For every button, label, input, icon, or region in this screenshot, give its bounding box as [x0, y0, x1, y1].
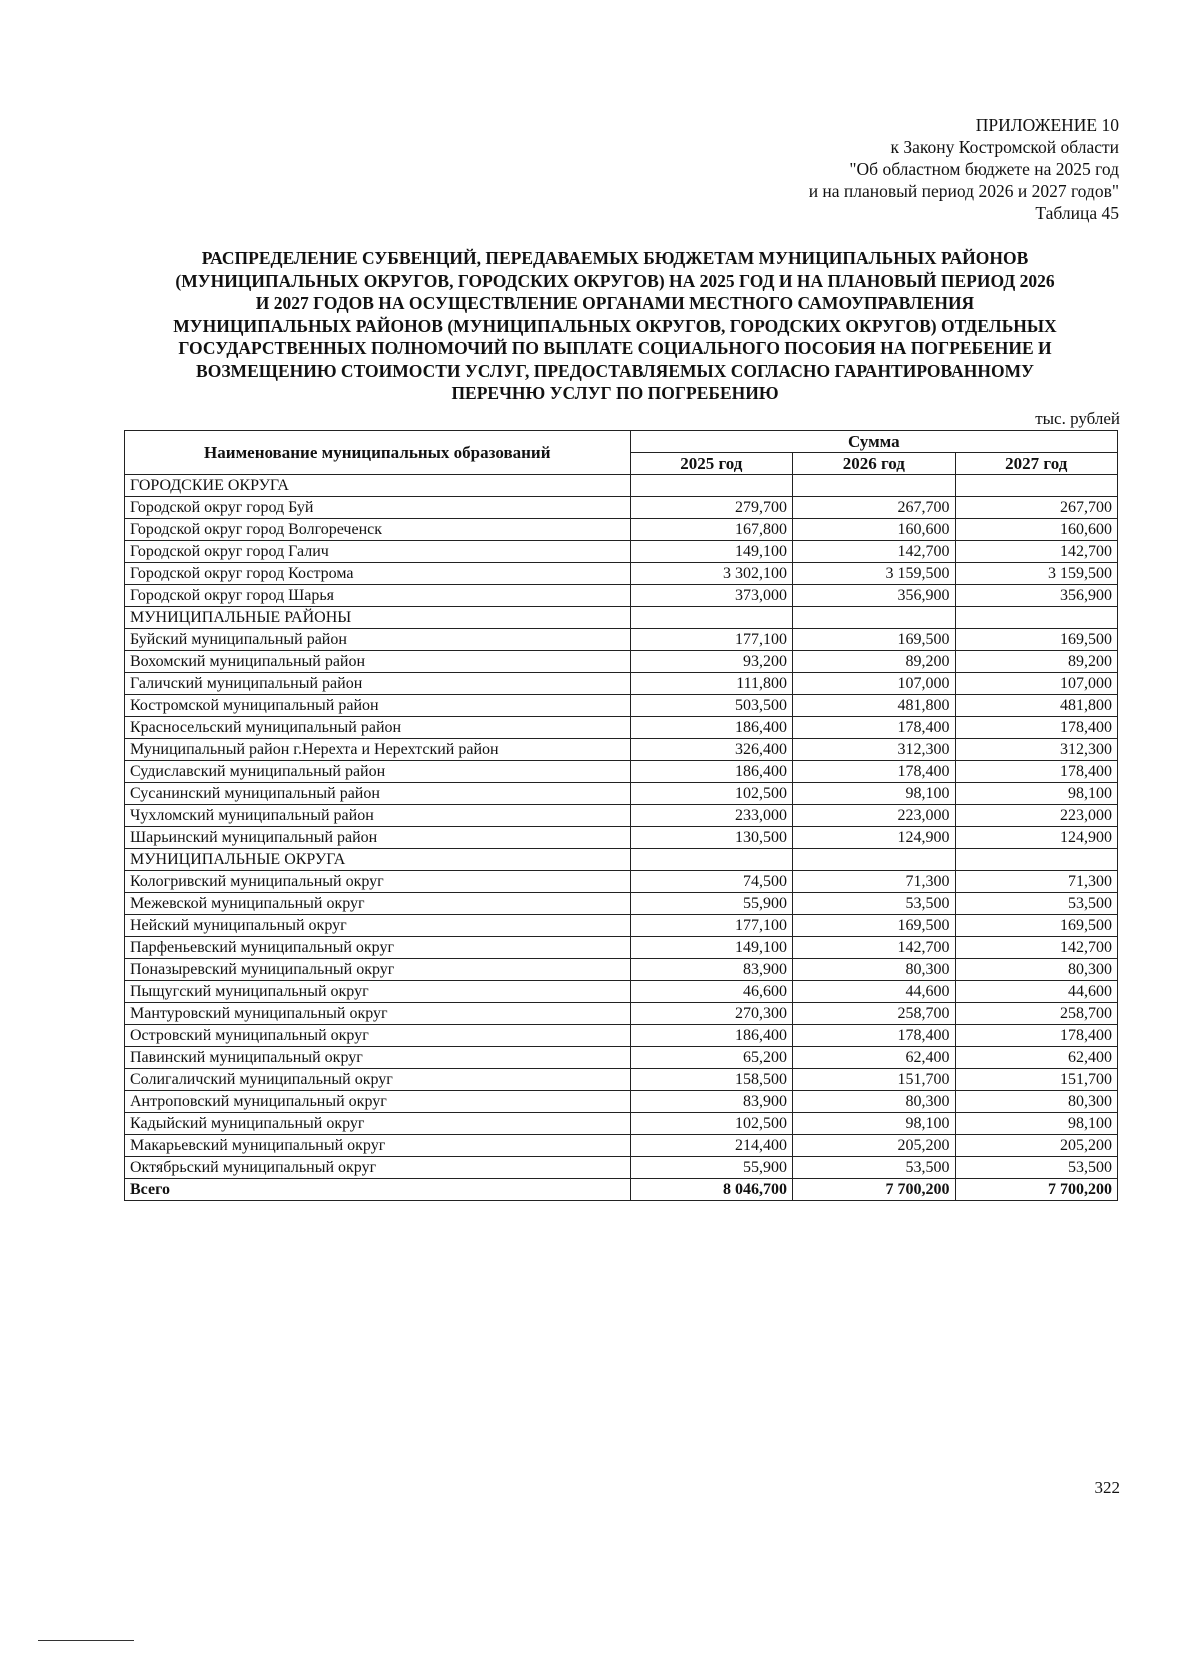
amount-2026: 178,400: [793, 1025, 955, 1047]
municipality-name: Муниципальный район г.Нерехта и Нерехтский район: [125, 739, 631, 761]
municipality-name: Островский муниципальный округ: [125, 1025, 631, 1047]
amount-2027: 356,900: [955, 585, 1117, 607]
amount-2025: 270,300: [630, 1003, 792, 1025]
amount-2027: 169,500: [955, 629, 1117, 651]
amount-2025: 177,100: [630, 915, 792, 937]
municipality-name: Красносельский муниципальный район: [125, 717, 631, 739]
municipality-name: Городской округ город Шарья: [125, 585, 631, 607]
table-row: [125, 717, 1118, 739]
total-amount-2026: 7 700,200: [793, 1179, 955, 1201]
amount-2026: 258,700: [793, 1003, 955, 1025]
municipality-name: Костромской муниципальный район: [125, 695, 631, 717]
amount-2025: 177,100: [630, 629, 792, 651]
amount-2027: 142,700: [955, 541, 1117, 563]
amount-2026: 356,900: [793, 585, 955, 607]
table-row: [125, 563, 1118, 585]
municipality-name: Октябрьский муниципальный округ: [125, 1157, 631, 1179]
table-row: [125, 1135, 1118, 1157]
amount-2027: 44,600: [955, 981, 1117, 1003]
amount-2026: 169,500: [793, 629, 955, 651]
amount-2026: 80,300: [793, 1091, 955, 1113]
table-row: [125, 1113, 1118, 1135]
municipality-name: Макарьевский муниципальный округ: [125, 1135, 631, 1157]
amount-2025: 93,200: [630, 651, 792, 673]
amount-2025: 326,400: [630, 739, 792, 761]
amount-2025: 149,100: [630, 541, 792, 563]
total-amount-2025: 8 046,700: [630, 1179, 792, 1201]
section-name: МУНИЦИПАЛЬНЫЕ РАЙОНЫ: [125, 607, 631, 629]
table-row: [125, 915, 1118, 937]
amount-2026: 107,000: [793, 673, 955, 695]
document-title: [120, 247, 1110, 405]
empty-cell: [955, 849, 1117, 871]
amount-2027: 71,300: [955, 871, 1117, 893]
table-row: [125, 585, 1118, 607]
title-line: РАСПРЕДЕЛЕНИЕ СУБВЕНЦИЙ, ПЕРЕДАВАЕМЫХ БЮДЖЕТАМ МУНИЦИПАЛЬНЫХ РАЙОНОВ: [201, 248, 1029, 268]
title-line: ПЕРЕЧНЮ УСЛУГ ПО ПОГРЕБЕНИЮ: [451, 383, 779, 403]
amount-2027: 142,700: [955, 937, 1117, 959]
amount-2025: 46,600: [630, 981, 792, 1003]
amount-2025: 186,400: [630, 717, 792, 739]
title-line: И 2027 ГОДОВ НА ОСУЩЕСТВЛЕНИЕ ОРГАНАМИ МЕСТНОГО САМОУПРАВЛЕНИЯ: [255, 293, 975, 313]
title-line: ГОСУДАРСТВЕННЫХ ПОЛНОМОЧИЙ ПО ВЫПЛАТЕ СОЦИАЛЬНОГО ПОСОБИЯ НА ПОГРЕБЕНИЕ И: [178, 338, 1052, 358]
section-row: [125, 607, 1118, 629]
amount-2027: 151,700: [955, 1069, 1117, 1091]
empty-cell: [955, 475, 1117, 497]
amount-2025: 167,800: [630, 519, 792, 541]
amount-2027: 205,200: [955, 1135, 1117, 1157]
table-row: [125, 805, 1118, 827]
table-row: [125, 893, 1118, 915]
empty-cell: [793, 475, 955, 497]
title-line: (МУНИЦИПАЛЬНЫХ ОКРУГОВ, ГОРОДСКИХ ОКРУГОВ) НА 2025 ГОД И НА ПЛАНОВЫЙ ПЕРИОД 2026: [175, 270, 1055, 291]
amount-2026: 44,600: [793, 981, 955, 1003]
table-row: [125, 1025, 1118, 1047]
table-row: [125, 871, 1118, 893]
table-row: [125, 1003, 1118, 1025]
amount-2025: 186,400: [630, 761, 792, 783]
amount-2027: 267,700: [955, 497, 1117, 519]
title-line: ВОЗМЕЩЕНИЮ СТОИМОСТИ УСЛУГ, ПРЕДОСТАВЛЯЕМЫХ СОГЛАСНО ГАРАНТИРОВАННОМУ: [196, 360, 1034, 381]
amount-2026: 98,100: [793, 783, 955, 805]
table-row: [125, 1047, 1118, 1069]
table-row: [125, 519, 1118, 541]
municipality-name: Городской округ город Волгореченск: [125, 519, 631, 541]
amount-2026: 89,200: [793, 651, 955, 673]
amount-2026: 71,300: [793, 871, 955, 893]
amount-2026: 169,500: [793, 915, 955, 937]
municipality-name: Парфеньевский муниципальный округ: [125, 937, 631, 959]
amount-2026: 481,800: [793, 695, 955, 717]
amount-2027: 258,700: [955, 1003, 1117, 1025]
municipality-name: Городской округ город Галич: [125, 541, 631, 563]
amount-2027: 89,200: [955, 651, 1117, 673]
amount-2025: 65,200: [630, 1047, 792, 1069]
table-row: [125, 959, 1118, 981]
table-row: [125, 1157, 1118, 1179]
table-row: [125, 629, 1118, 651]
table-row: [125, 1069, 1118, 1091]
section-row: [125, 475, 1118, 497]
amount-2025: 214,400: [630, 1135, 792, 1157]
table-row: [125, 1091, 1118, 1113]
table-row: [125, 981, 1118, 1003]
amount-2025: 233,000: [630, 805, 792, 827]
amount-2027: 80,300: [955, 959, 1117, 981]
units-label: тыс. рублей: [1035, 409, 1120, 428]
amount-2025: 83,900: [630, 1091, 792, 1113]
municipality-name: Вохомский муниципальный район: [125, 651, 631, 673]
table-row: [125, 695, 1118, 717]
amount-2026: 160,600: [793, 519, 955, 541]
amount-2027: 481,800: [955, 695, 1117, 717]
amount-2025: 55,900: [630, 893, 792, 915]
title-line: МУНИЦИПАЛЬНЫХ РАЙОНОВ (МУНИЦИПАЛЬНЫХ ОКРУГОВ, ГОРОДСКИХ ОКРУГОВ) ОТДЕЛЬНЫХ: [173, 315, 1057, 336]
municipality-name: Городской округ город Буй: [125, 497, 631, 519]
empty-cell: [955, 607, 1117, 629]
amount-2026: 142,700: [793, 937, 955, 959]
appendix-line: "Об областном бюджете на 2025 год: [849, 159, 1119, 179]
amount-2027: 223,000: [955, 805, 1117, 827]
table-row: [125, 651, 1118, 673]
section-name: МУНИЦИПАЛЬНЫЕ ОКРУГА: [125, 849, 631, 871]
municipality-column-header: Наименование муниципальных образований: [125, 431, 631, 475]
table-number: Таблица 45: [1035, 203, 1119, 223]
amount-2027: 53,500: [955, 1157, 1117, 1179]
amount-2026: 98,100: [793, 1113, 955, 1135]
amount-2026: 312,300: [793, 739, 955, 761]
footer-rule: [38, 1640, 134, 1641]
subsidy-table: [124, 430, 1118, 1201]
amount-2025: 279,700: [630, 497, 792, 519]
amount-2027: 178,400: [955, 717, 1117, 739]
page-number: 322: [1094, 1478, 1120, 1497]
amount-2027: 107,000: [955, 673, 1117, 695]
table-row: [125, 739, 1118, 761]
municipality-name: Буйский муниципальный район: [125, 629, 631, 651]
amount-2025: 102,500: [630, 783, 792, 805]
table-row: [125, 761, 1118, 783]
municipality-name: Кологривский муниципальный округ: [125, 871, 631, 893]
amount-2027: 124,900: [955, 827, 1117, 849]
appendix-line: к Закону Костромской области: [890, 137, 1119, 157]
amount-2025: 74,500: [630, 871, 792, 893]
table-header-row: [125, 431, 1118, 453]
empty-cell: [793, 607, 955, 629]
amount-2025: 55,900: [630, 1157, 792, 1179]
table-row: [125, 541, 1118, 563]
appendix-header: [809, 114, 1119, 224]
amount-2026: 124,900: [793, 827, 955, 849]
municipality-name: Мантуровский муниципальный округ: [125, 1003, 631, 1025]
total-amount-2027: 7 700,200: [955, 1179, 1117, 1201]
municipality-name: Шарьинский муниципальный район: [125, 827, 631, 849]
sum-column-header: Сумма: [630, 431, 1117, 453]
municipality-name: Сусанинский муниципальный район: [125, 783, 631, 805]
amount-2026: 142,700: [793, 541, 955, 563]
amount-2027: 169,500: [955, 915, 1117, 937]
amount-2025: 373,000: [630, 585, 792, 607]
amount-2026: 205,200: [793, 1135, 955, 1157]
year-2025-header: 2025 год: [630, 453, 792, 475]
table-body: [125, 475, 1118, 1201]
empty-cell: [630, 607, 792, 629]
amount-2027: 178,400: [955, 761, 1117, 783]
municipality-name: Межевской муниципальный округ: [125, 893, 631, 915]
amount-2027: 80,300: [955, 1091, 1117, 1113]
amount-2026: 267,700: [793, 497, 955, 519]
amount-2026: 3 159,500: [793, 563, 955, 585]
municipality-name: Судиславский муниципальный район: [125, 761, 631, 783]
table-row: [125, 783, 1118, 805]
municipality-name: Солигаличский муниципальный округ: [125, 1069, 631, 1091]
section-row: [125, 849, 1118, 871]
amount-2027: 62,400: [955, 1047, 1117, 1069]
amount-2026: 223,000: [793, 805, 955, 827]
amount-2025: 102,500: [630, 1113, 792, 1135]
municipality-name: Поназыревский муниципальный округ: [125, 959, 631, 981]
table-row: [125, 673, 1118, 695]
amount-2025: 158,500: [630, 1069, 792, 1091]
amount-2025: 186,400: [630, 1025, 792, 1047]
amount-2027: 53,500: [955, 893, 1117, 915]
amount-2026: 178,400: [793, 717, 955, 739]
amount-2025: 83,900: [630, 959, 792, 981]
table-row: [125, 937, 1118, 959]
amount-2027: 312,300: [955, 739, 1117, 761]
total-row: [125, 1179, 1118, 1201]
section-name: ГОРОДСКИЕ ОКРУГА: [125, 475, 631, 497]
amount-2027: 3 159,500: [955, 563, 1117, 585]
appendix-line: ПРИЛОЖЕНИЕ 10: [975, 115, 1119, 135]
empty-cell: [793, 849, 955, 871]
municipality-name: Пыщугский муниципальный округ: [125, 981, 631, 1003]
table-row: [125, 827, 1118, 849]
amount-2025: 130,500: [630, 827, 792, 849]
empty-cell: [630, 849, 792, 871]
municipality-name: Антроповский муниципальный округ: [125, 1091, 631, 1113]
municipality-name: Павинский муниципальный округ: [125, 1047, 631, 1069]
amount-2026: 178,400: [793, 761, 955, 783]
empty-cell: [630, 475, 792, 497]
amount-2026: 53,500: [793, 893, 955, 915]
total-label: Всего: [125, 1179, 631, 1201]
municipality-name: Галичский муниципальный район: [125, 673, 631, 695]
amount-2025: 3 302,100: [630, 563, 792, 585]
amount-2027: 160,600: [955, 519, 1117, 541]
appendix-line: и на плановый период 2026 и 2027 годов": [808, 181, 1119, 201]
amount-2025: 111,800: [630, 673, 792, 695]
municipality-name: Кадыйский муниципальный округ: [125, 1113, 631, 1135]
amount-2027: 98,100: [955, 1113, 1117, 1135]
municipality-name: Чухломский муниципальный район: [125, 805, 631, 827]
amount-2027: 98,100: [955, 783, 1117, 805]
municipality-name: Нейский муниципальный округ: [125, 915, 631, 937]
amount-2025: 149,100: [630, 937, 792, 959]
year-2026-header: 2026 год: [793, 453, 955, 475]
amount-2026: 151,700: [793, 1069, 955, 1091]
amount-2026: 62,400: [793, 1047, 955, 1069]
amount-2026: 80,300: [793, 959, 955, 981]
municipality-name: Городской округ город Кострома: [125, 563, 631, 585]
year-2027-header: 2027 год: [955, 453, 1117, 475]
amount-2025: 503,500: [630, 695, 792, 717]
table-row: [125, 497, 1118, 519]
amount-2026: 53,500: [793, 1157, 955, 1179]
amount-2027: 178,400: [955, 1025, 1117, 1047]
